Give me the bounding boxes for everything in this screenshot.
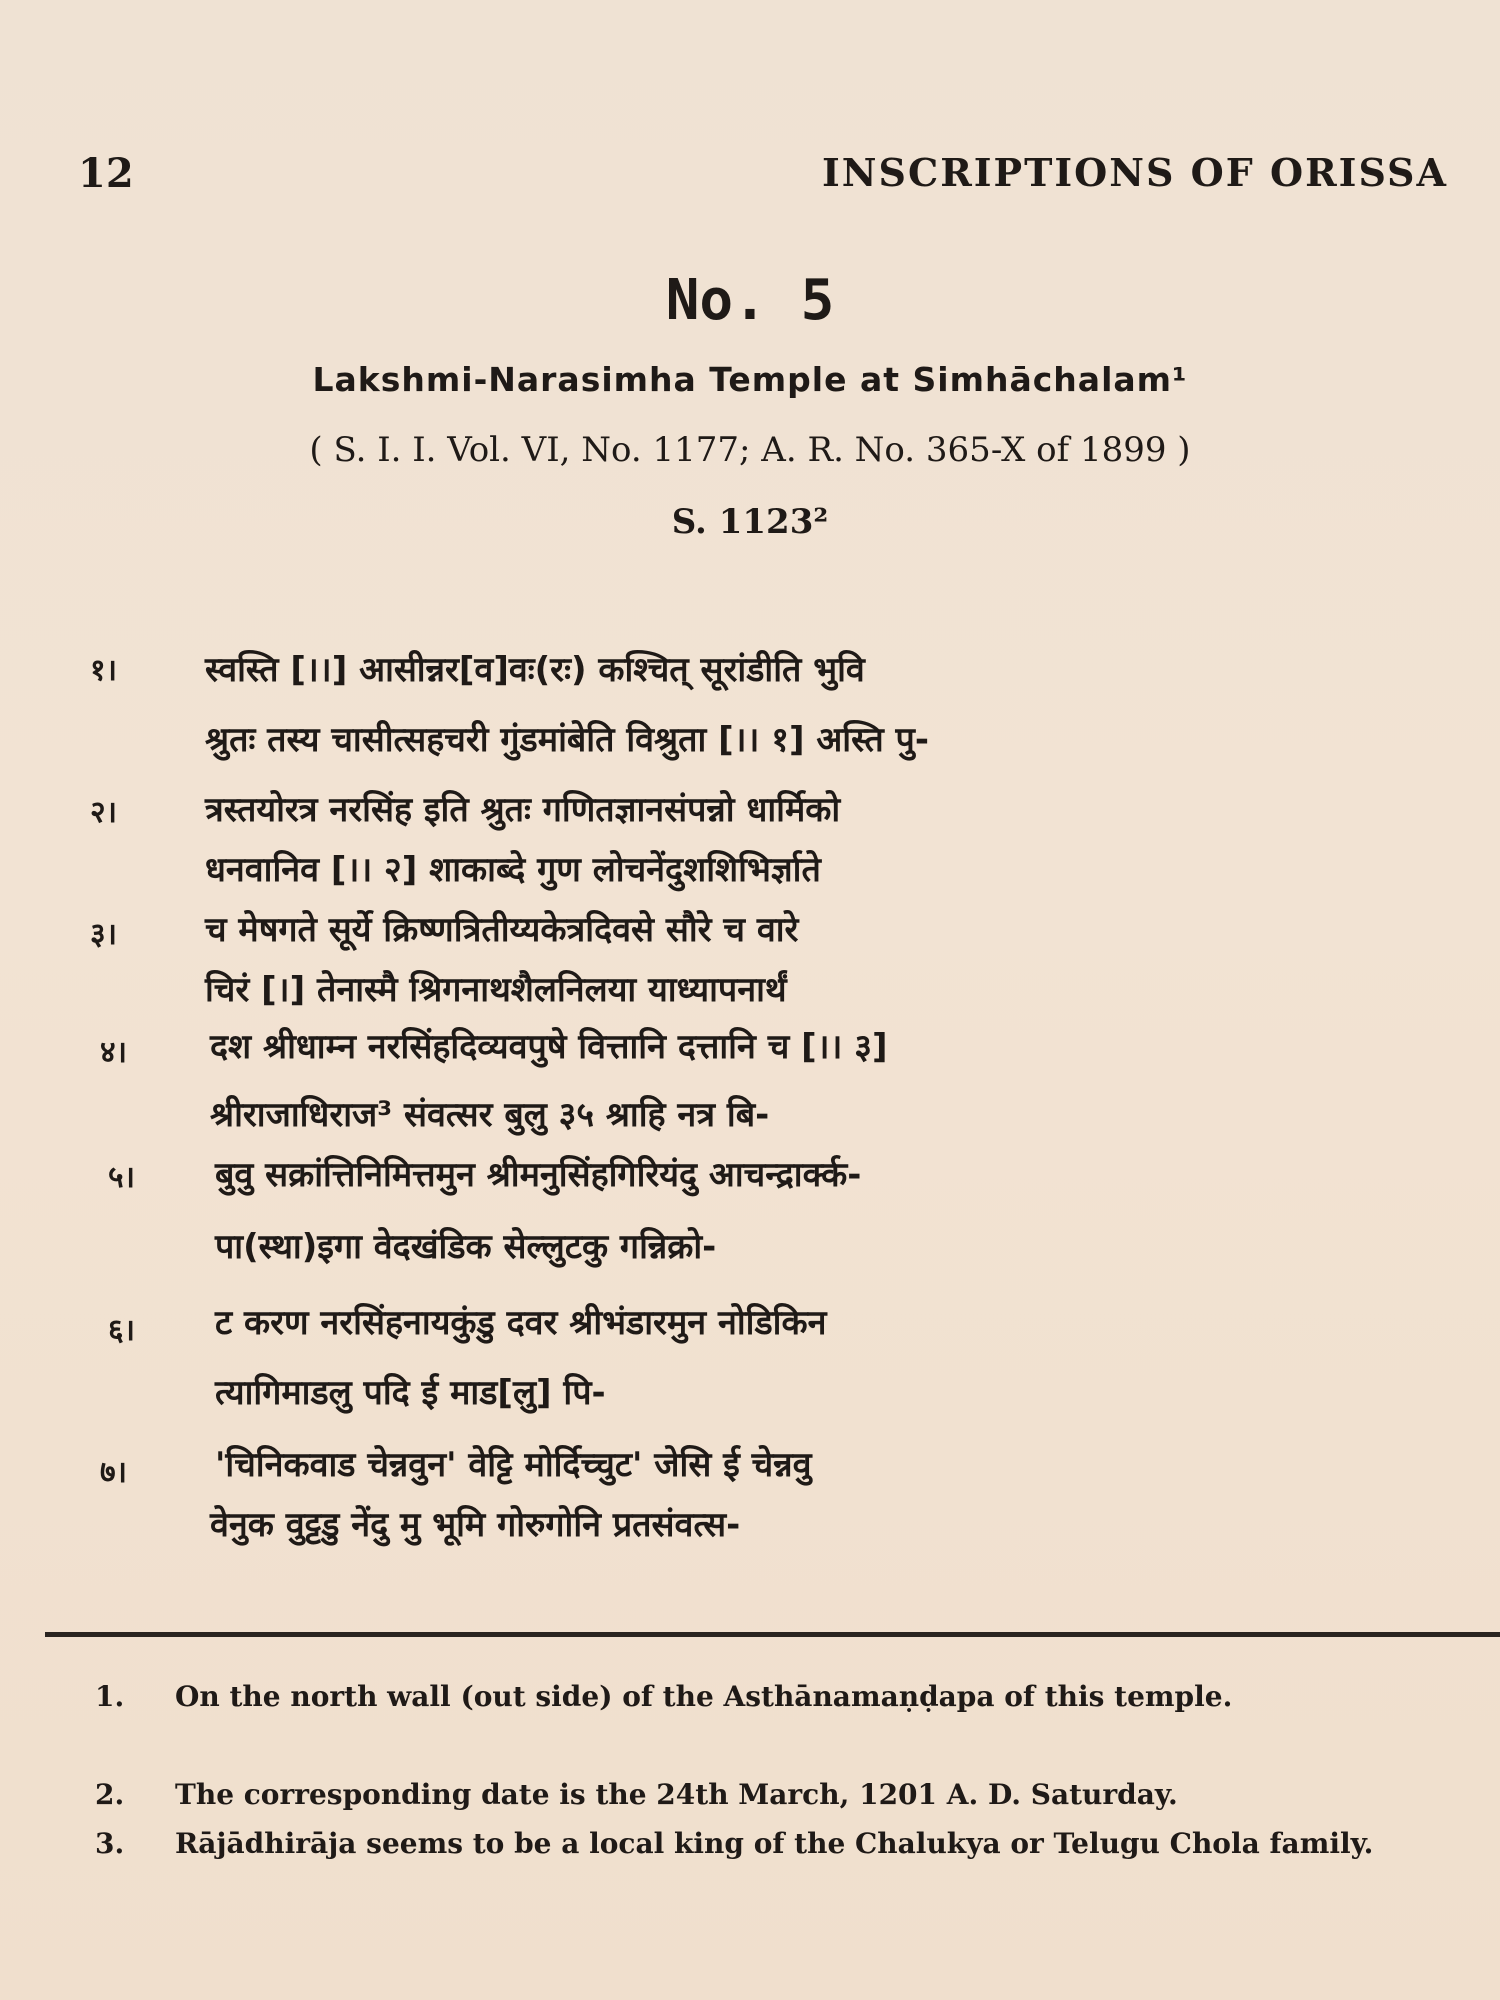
inscription-line: श्रुतः तस्य चासीत्सहचरी गुंडमांबेति विश्रुता [।। १] अस्ति पु- <box>205 720 929 760</box>
footnote-number: 2. <box>95 1778 125 1811</box>
running-title: INSCRIPTIONS OF ORISSA <box>822 150 1448 195</box>
footnote-number: 3. <box>95 1827 125 1860</box>
footnote-3 <box>95 1822 1465 1865</box>
line-number: ७। <box>100 1455 127 1490</box>
inscription-line: त्यागिमाडलु पदि ई माड[लु] पि- <box>215 1373 606 1413</box>
footnote-number: 1. <box>95 1680 125 1713</box>
inscription-line: पा(स्था)इगा वेदखंडिक सेल्लुटकु गन्निक्रो- <box>215 1227 717 1267</box>
line-number: ३। <box>90 917 117 952</box>
inscription-reference: ( S. I. I. Vol. VI, No. 1177; A. R. No. 365-X of 1899 ) <box>309 430 1191 470</box>
inscription-line: 'चिनिकवाड चेन्नवुन' वेट्टि मोर्दिच्चुट' जेसि ई चेन्नवु <box>215 1445 812 1485</box>
page-number: 12 <box>78 150 134 197</box>
inscription-line: स्वस्ति [।।] आसीन्नर[व]वः(रः) कश्चित् सूरांडीति भुवि <box>205 650 865 690</box>
inscription-number: No. 5 <box>665 268 835 333</box>
inscription-line: ट करण नरसिंहनायकुंडु दवर श्रीभंडारमुन नोडिकिन <box>215 1303 827 1343</box>
line-number: १। <box>90 653 117 688</box>
inscription-line: दश श्रीधाम्न नरसिंहदिव्यवपुषे वित्तानि दत्तानि च [।। ३] <box>210 1027 888 1067</box>
line-number: ६। <box>108 1313 135 1348</box>
footnote-text: The corresponding date is the 24th March, 1201 A. D. Saturday. <box>175 1778 1178 1811</box>
inscription-line: धनवानिव [।। २] शाकाब्दे गुण लोचनेंदुशशिभिर्ज्ञाते <box>205 850 821 890</box>
footnote-1 <box>95 1675 1465 1718</box>
footnote-divider <box>45 1632 1500 1637</box>
inscription-line: श्रीराजाधिराज³ संवत्सर बुलु ३५ श्राहि नत्र बि- <box>210 1095 770 1135</box>
footnote-2 <box>95 1773 1465 1816</box>
inscription-date: S. 1123² <box>671 502 829 542</box>
inscription-line: वेनुक वुट्टडु नेंदु मु भूमि गोरुगोनि प्रतसंवत्स- <box>210 1505 741 1545</box>
inscription-line: त्रस्तयोरत्र नरसिंह इति श्रुतः गणितज्ञानसंपन्नो धार्मिको <box>205 790 841 830</box>
inscription-line: च मेषगते सूर्ये क्रिष्णत्रितीय्यकेत्रदिवसे सौरे च वारे <box>205 910 799 950</box>
footnote-text: On the north wall (out side) of the Asthānamaṇḍapa of this temple. <box>175 1680 1233 1713</box>
line-number: ५। <box>108 1160 135 1195</box>
footnote-text: Rājādhirāja seems to be a local king of the Chalukya or Telugu Chola family. <box>175 1827 1374 1860</box>
inscription-title: Lakshmi-Narasimha Temple at Simhāchalam¹ <box>312 360 1188 399</box>
inscription-line: चिरं [।] तेनास्मै श्रिगनाथशैलनिलया याध्यापनार्थं <box>205 970 787 1010</box>
line-number: २। <box>90 795 117 830</box>
line-number: ४। <box>100 1035 127 1070</box>
inscription-line: बुवु सक्रांत्तिनिमित्तमुन श्रीमनुसिंहगिरियंदु आचन्द्रार्क्क- <box>215 1155 862 1195</box>
